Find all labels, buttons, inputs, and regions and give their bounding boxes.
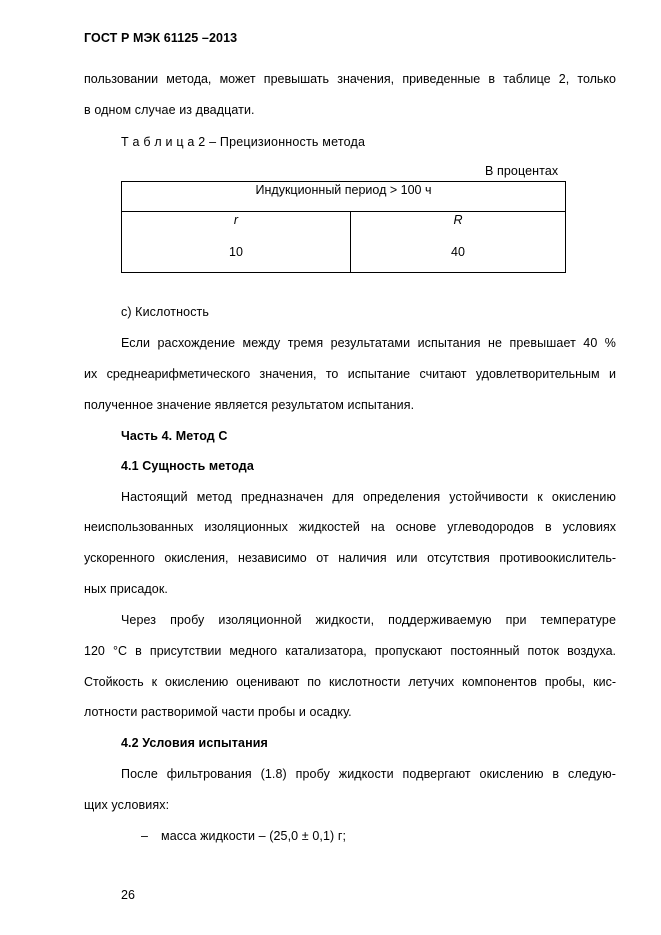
table-unit-note: В процентах [485, 164, 559, 178]
paragraph-line: их среднеарифметического значения, то испытание считают удовлетворительным и [84, 367, 616, 381]
paragraph-line: После фильтрования (1.8) пробу жидкости подвергают окислению в следую- [121, 767, 616, 781]
subsection-heading: 4.1 Сущность метода [121, 459, 254, 473]
table-value-r: 10 [229, 245, 243, 259]
paragraph-line: щих условиях: [84, 798, 170, 812]
list-item: масса жидкости – (25,0 ± 0,1) г; [161, 829, 347, 843]
section-heading: с) Кислотность [121, 305, 209, 319]
paragraph-line: 120 °С в присутствии медного катализатора, пропускают постоянный поток воздуха. [84, 644, 616, 658]
part-heading: Часть 4. Метод С [121, 429, 228, 443]
paragraph-line: пользовании метода, может превышать значения, приведенные в таблице 2, только [84, 72, 616, 86]
doc-header: ГОСТ Р МЭК 61125 –2013 [84, 31, 238, 45]
paragraph-line: Стойкость к окислению оценивают по кислотности летучих компонентов пробы, кис- [84, 675, 616, 689]
paragraph-line: неиспользованных изоляционных жидкостей на основе углеводородов в условиях [84, 520, 616, 534]
paragraph-line: ных присадок. [84, 582, 169, 596]
paragraph-line: Настоящий метод предназначен для определения устойчивости к окислению [121, 490, 616, 504]
paragraph-line: в одном случае из двадцати. [84, 103, 255, 117]
table-col-r: r [233, 213, 239, 227]
table-caption: Т а б л и ц а 2 – Прецизионность метода [121, 135, 366, 149]
table-value-R: 40 [451, 245, 465, 259]
paragraph-line: полученное значение является результатом испытания. [84, 398, 415, 412]
subsection-heading: 4.2 Условия испытания [121, 736, 268, 750]
table-col-R: R [453, 213, 463, 227]
paragraph-line: Через пробу изоляционной жидкости, поддерживаемую при температуре [121, 613, 616, 627]
list-item-dash: – [141, 829, 149, 843]
page-number: 26 [121, 888, 136, 902]
precision-table [121, 181, 566, 273]
table-divider [122, 211, 565, 212]
paragraph-line: лотности растворимой части пробы и осадку. [84, 705, 352, 719]
paragraph-line: ускоренного окисления, независимо от наличия или отсутствия противоокислитель- [84, 551, 616, 565]
paragraph-line: Если расхождение между тремя результатами испытания не превышает 40 % [121, 336, 616, 350]
table-header-span: Индукционный период > 100 ч [255, 183, 432, 197]
